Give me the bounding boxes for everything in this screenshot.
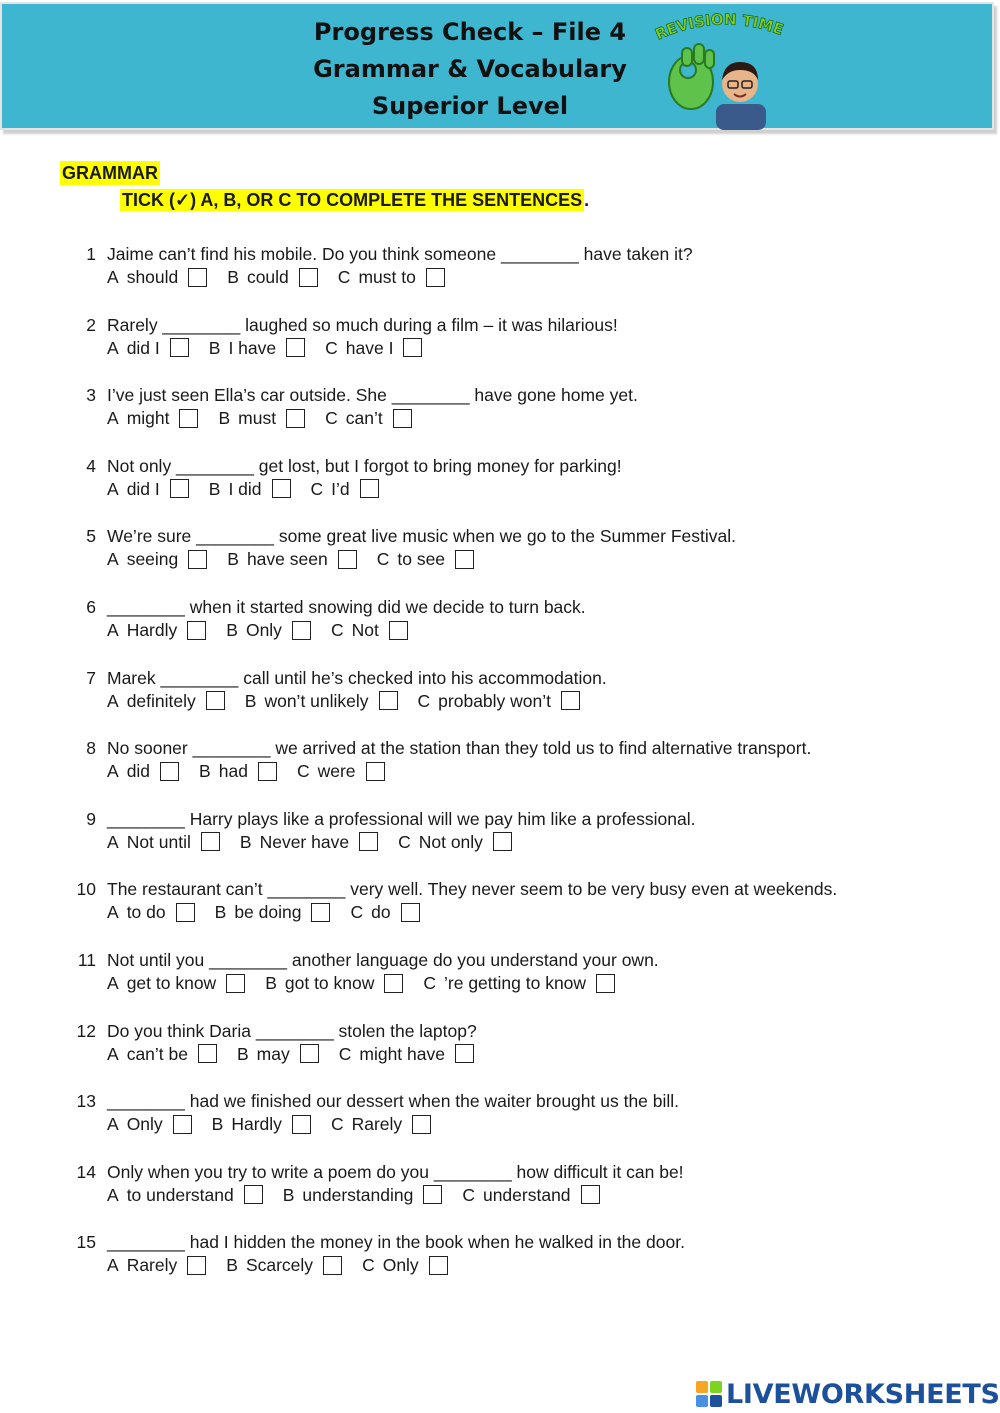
badge-text: REVISION TIME [652,10,786,44]
option-letter: C [296,761,310,782]
option-letter: B [214,902,227,923]
tick-checkbox[interactable] [429,1256,448,1275]
options-row [107,690,600,712]
option-text: definitely [126,690,196,711]
option-letter: C [423,973,437,993]
option-text: Rarely [126,1255,178,1276]
option-text: were [317,761,356,782]
question-stem: ________ had we finished our dessert when the waiter brought us the bill. [107,1091,680,1112]
option-letter: A [107,1255,119,1276]
option-c [338,266,445,288]
option-letter: A [107,267,119,287]
title-block [270,14,670,125]
tick-checkbox[interactable] [188,550,207,569]
option-text: Only [382,1255,419,1276]
question-number: 3 [86,385,96,406]
tick-checkbox[interactable] [379,691,398,710]
option-a [107,548,207,570]
option-text: I have [228,337,277,358]
question-stem: No sooner ________ we arrived at the station than they told us to find alternative transport. [107,738,812,759]
tick-checkbox[interactable] [426,268,445,287]
tick-checkbox[interactable] [455,550,474,569]
option-text: can’t [345,408,383,429]
option-a [107,972,245,994]
option-letter: A [107,478,119,499]
question-stem: I’ve just seen Ella’s car outside. She ________ have gone home yet. [107,385,638,406]
options-row [107,1254,468,1276]
option-letter: A [107,761,119,782]
option-a [107,760,179,782]
tick-checkbox[interactable] [360,479,379,498]
option-letter: C [398,831,411,852]
option-text: might [126,408,170,429]
option-text: won’t unlikely [264,690,369,711]
tick-checkbox[interactable] [160,762,179,781]
option-letter: C [325,408,338,429]
option-letter: A [107,831,119,852]
tick-checkbox[interactable] [206,691,225,710]
options-row [107,478,399,500]
tick-checkbox[interactable] [187,621,206,640]
option-text: to understand [126,1184,234,1205]
question-number: 6 [86,597,96,617]
option-text: to do [126,902,166,923]
option-b [227,548,356,570]
option-text: to see [397,549,446,570]
option-b [215,901,331,923]
header-banner [0,2,994,130]
question-stem: Do you think Daria ________ stolen the laptop? [107,1020,477,1041]
tick-checkbox[interactable] [179,409,198,428]
question-stem: We’re sure ________ some great live music when we go to the Summer Festival. [107,526,737,547]
option-b [237,1043,319,1065]
tick-checkbox[interactable] [359,832,378,851]
option-c [339,1043,474,1065]
option-a [107,619,206,641]
options-row [107,972,635,994]
option-letter: C [337,267,351,287]
option-a [107,266,207,288]
option-text: Not [351,620,379,640]
option-letter: C [417,690,431,711]
option-letter: A [107,408,119,429]
question-stem: ________ Harry plays like a professional will we pay him like a professional. [107,808,696,829]
option-c [325,337,422,359]
option-text: can’t be [126,1043,188,1064]
question-stem: Not until you ________ another language do you understand your own. [107,950,659,970]
tick-checkbox[interactable] [393,409,412,428]
option-letter: B [239,831,252,852]
option-text: understanding [302,1184,414,1205]
option-letter: A [107,549,119,570]
option-text: had [218,761,248,782]
option-letter: A [107,902,119,923]
question-number: 12 [76,1020,96,1041]
question-number: 5 [86,526,96,547]
option-letter: A [107,337,119,358]
option-a [107,1043,217,1065]
option-text: did [126,761,151,782]
instruction-text [120,189,589,211]
question-number: 10 [76,879,96,900]
option-a [107,407,198,429]
option-text: Only [126,1114,163,1135]
option-c [325,407,412,429]
option-letter: B [227,549,239,570]
option-letter: C [462,1184,475,1205]
tick-checkbox[interactable] [338,550,357,569]
option-text: must to [358,267,416,287]
option-letter: B [265,973,277,993]
option-c [418,690,581,712]
footer-logo [696,1376,1000,1412]
option-text: Only [245,620,282,640]
title-line-2: Grammar & Vocabulary [313,55,627,83]
option-c [350,901,419,923]
option-b [226,1254,342,1276]
question-stem: Jaime can’t find his mobile. Do you think someone ________ have taken it? [107,244,693,264]
option-text: get to know [126,973,217,993]
option-text: Hardly [231,1114,282,1135]
tick-checkbox[interactable] [299,268,318,287]
option-text: have seen [246,549,328,570]
option-letter: B [236,1043,249,1064]
option-b [240,831,378,853]
option-b [265,972,403,994]
option-letter: B [208,337,221,358]
option-text: ’re getting to know [444,973,587,993]
tick-checkbox[interactable] [198,1044,217,1063]
option-text: I did [228,478,262,499]
option-letter: A [107,690,119,711]
tick-checkbox[interactable] [403,338,422,357]
option-letter: B [199,761,211,782]
section-label-grammar: GRAMMAR [62,163,158,183]
option-c [331,1113,431,1135]
options-row [107,831,532,853]
question-stem: Only when you try to write a poem do you ________ how difficult it can be! [107,1161,684,1182]
tick-checkbox[interactable] [311,903,330,922]
question-number: 13 [76,1091,96,1112]
tick-checkbox[interactable] [366,762,385,781]
option-letter: C [338,1043,352,1064]
question-number: 9 [86,808,96,829]
option-a [107,337,189,359]
option-letter: B [226,1255,238,1276]
option-b [199,760,277,782]
option-text: Rarely [351,1114,403,1135]
option-letter: A [107,1043,119,1064]
option-letter: C [330,1114,344,1135]
tick-checkbox[interactable] [561,691,580,710]
option-text: be doing [234,902,302,923]
option-text: did I [126,478,160,499]
instruction-end: . [584,190,590,210]
question-stem: ________ had I hidden the money in the book when he walked in the door. [107,1232,685,1253]
question-number: 2 [86,314,96,335]
liveworksheets-logo-icon [696,1381,722,1407]
option-b [227,266,318,288]
question-stem: Rarely ________ laughed so much during a film – it was hilarious! [107,314,618,335]
glove-hand-icon [669,44,714,109]
option-a [107,478,189,500]
option-b [212,1113,311,1135]
question-stem: Not only ________ get lost, but I forgot to bring money for parking! [107,455,622,476]
option-c [331,619,408,641]
title-line-1: Progress Check – File 4 [313,18,627,46]
tick-checkbox[interactable] [300,1044,319,1063]
avatar-icon [716,62,766,130]
options-row [107,337,442,359]
option-c [297,760,385,782]
option-text: do [371,902,391,923]
tick-checkbox[interactable] [170,338,189,357]
question-number: 4 [86,455,96,476]
option-letter: B [208,478,221,499]
tick-checkbox[interactable] [272,479,291,498]
option-c [362,1254,448,1276]
option-b [209,478,291,500]
tick-checkbox[interactable] [412,1115,431,1134]
tick-checkbox[interactable] [401,903,420,922]
option-letter: A [107,973,119,993]
option-letter: C [325,337,338,358]
option-a [107,690,225,712]
option-text: may [256,1043,290,1064]
option-letter: A [107,1114,119,1135]
tick-checkbox[interactable] [596,974,615,993]
option-a [107,1184,263,1206]
option-a [107,1254,206,1276]
options-row [107,1043,494,1065]
option-letter: C [330,620,344,640]
tick-checkbox[interactable] [176,903,195,922]
tick-checkbox[interactable] [581,1185,600,1204]
logo-text: LIVEWORKSHEETS [726,1378,1000,1410]
option-text: Not only [418,831,483,852]
options-row [107,619,428,641]
option-letter: B [226,620,238,640]
tick-checkbox[interactable] [323,1256,342,1275]
tick-checkbox[interactable] [170,479,189,498]
option-a [107,901,195,923]
tick-checkbox[interactable] [389,621,408,640]
tick-checkbox[interactable] [244,1185,263,1204]
tick-checkbox[interactable] [286,338,305,357]
option-text: probably won’t [438,690,552,711]
option-b [245,690,398,712]
option-c [462,1184,599,1206]
tick-checkbox[interactable] [226,974,245,993]
option-text: Scarcely [245,1255,314,1276]
tick-checkbox[interactable] [201,832,220,851]
option-b [209,337,305,359]
question-stem: Marek ________ call until he’s checked into his accommodation. [107,667,607,688]
tick-checkbox[interactable] [173,1115,192,1134]
option-text: got to know [284,973,375,993]
svg-text:REVISION TIME [653,10,786,43]
option-letter: B [282,1184,295,1205]
option-text: did I [126,337,160,358]
tick-checkbox[interactable] [188,268,207,287]
tick-checkbox[interactable] [384,974,403,993]
option-text: I’d [331,478,350,499]
option-text: could [246,267,289,287]
question-number: 7 [86,667,96,688]
option-letter: C [350,902,364,923]
option-b [283,1184,443,1206]
tick-checkbox[interactable] [292,621,311,640]
option-text: Hardly [126,620,178,640]
option-letter: B [218,408,231,429]
tick-checkbox[interactable] [258,762,277,781]
option-text: seeing [126,549,179,570]
option-letter: A [107,620,119,640]
tick-checkbox[interactable] [187,1256,206,1275]
option-c [377,548,474,570]
question-number: 8 [86,738,96,759]
option-text: might have [359,1043,445,1064]
question-stem: ________ when it started snowing did we decide to turn back. [107,597,586,617]
tick-checkbox[interactable] [423,1185,442,1204]
options-row [107,1184,620,1206]
option-b [218,407,305,429]
option-c [398,831,512,853]
option-text: should [126,267,179,287]
option-text: Never have [259,831,350,852]
question-number: 11 [77,950,96,970]
question-number: 15 [76,1232,96,1253]
question-stem: The restaurant can’t ________ very well. They never seem to be very busy even at weekends. [107,879,838,900]
options-row [107,548,494,570]
option-letter: B [227,267,239,287]
option-letter: C [362,1255,375,1276]
option-letter: C [376,549,390,570]
options-row [107,407,432,429]
option-text: Not until [126,831,191,852]
options-row [107,266,465,288]
tick-checkbox[interactable] [292,1115,311,1134]
title-line-3: Superior Level [371,92,569,120]
tick-checkbox[interactable] [286,409,305,428]
option-text: must [238,408,277,429]
tick-checkbox[interactable] [493,832,512,851]
tick-checkbox[interactable] [455,1044,474,1063]
option-a [107,831,220,853]
options-row [107,760,405,782]
question-number: 14 [76,1161,96,1182]
option-text: have I [345,337,394,358]
option-letter: B [211,1114,224,1135]
option-letter: A [107,1184,119,1205]
options-row [107,1113,451,1135]
option-letter: C [310,478,324,499]
option-b [226,619,311,641]
instruction-highlight: TICK (✓) A, B, OR C TO COMPLETE THE SENTENCES [122,190,583,210]
option-c [311,478,379,500]
question-number: 1 [86,244,96,264]
option-a [107,1113,192,1135]
option-c [423,972,615,994]
option-text: understand [482,1184,571,1205]
option-letter: B [244,690,257,711]
options-row [107,901,440,923]
revision-time-badge [648,10,798,130]
